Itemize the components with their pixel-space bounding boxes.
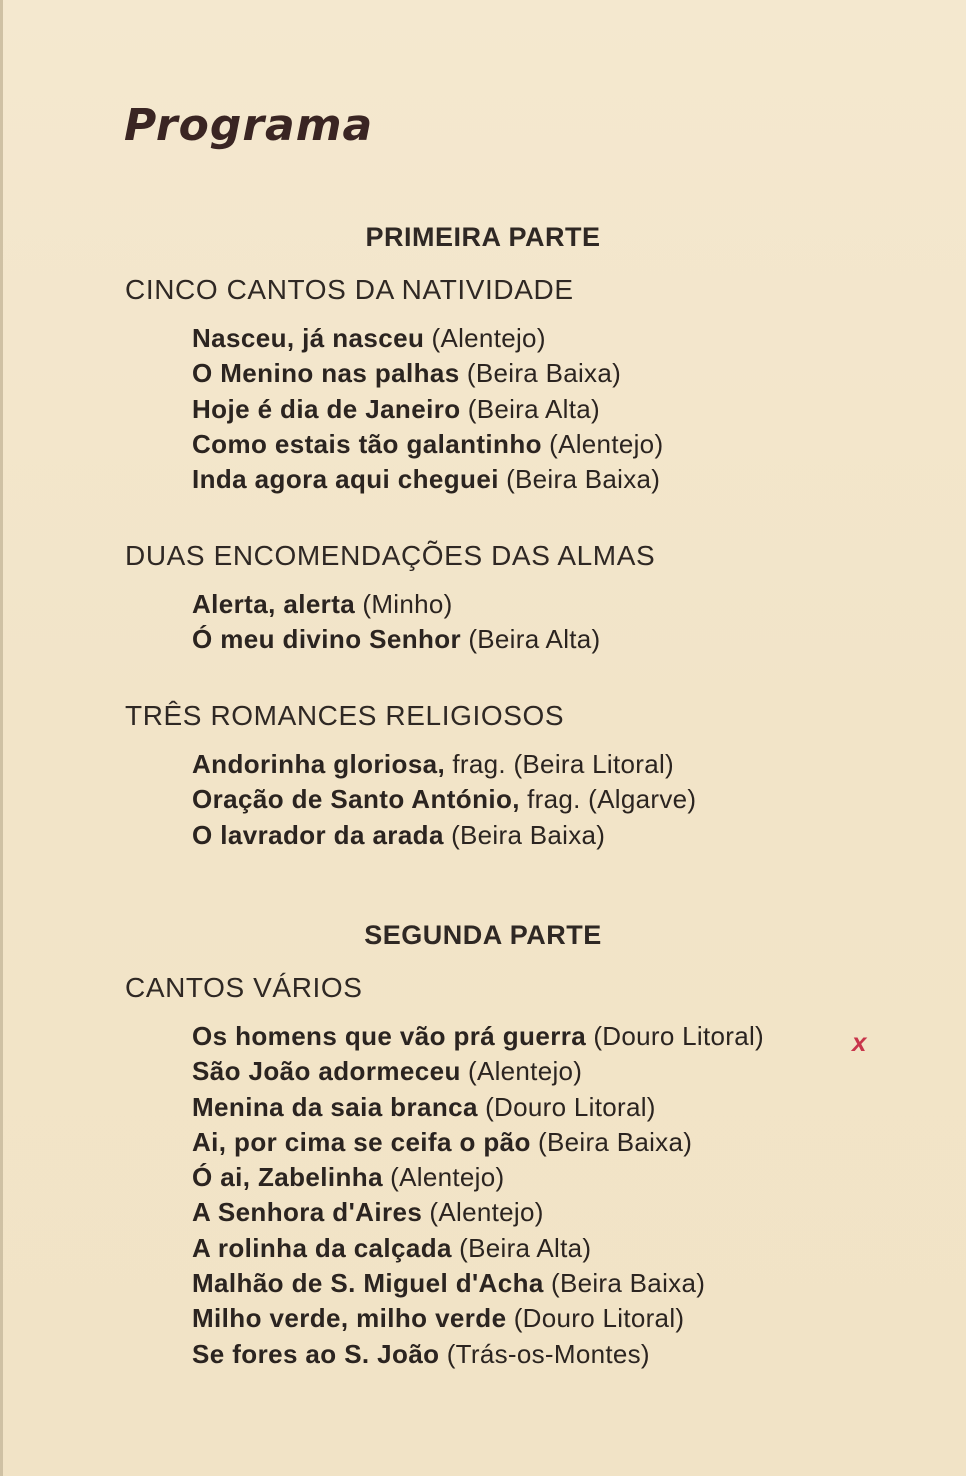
song-title: A Senhora d'Aires: [192, 1197, 423, 1228]
song-title: Menina da saia branca: [192, 1091, 478, 1122]
song-region: (Douro Litoral): [593, 1021, 764, 1051]
song-region: (Beira Alta): [468, 624, 601, 655]
song-region: (Alentejo): [467, 1056, 583, 1087]
song-title: Ó ai, Zabelinha: [192, 1162, 383, 1193]
song-title: Hoje é dia de Janeiro: [192, 393, 461, 424]
song-region: (Alentejo): [390, 1162, 505, 1193]
song-region: (Beira Alta): [459, 1232, 592, 1263]
song-title: Ai, por cima se ceifa o pão: [192, 1126, 531, 1157]
song-region: (Douro Litoral): [485, 1091, 656, 1122]
section-heading-natividade: CINCO CANTOS DA NATIVIDADE: [125, 274, 574, 305]
song-title: Alerta, alerta: [192, 589, 356, 619]
song-region: (Alentejo): [549, 428, 664, 459]
part-two-heading: SEGUNDA PARTE: [364, 920, 602, 950]
song-region: (Beira Alta): [467, 393, 600, 424]
song-region: (Douro Litoral): [513, 1303, 685, 1334]
song-title: Oração de Santo António,: [192, 784, 520, 815]
part-one-heading: PRIMEIRA PARTE: [365, 222, 601, 252]
song-title: Se fores ao S. João: [192, 1338, 440, 1369]
song-title: Andorinha gloriosa,: [192, 749, 446, 779]
song-title: Nasceu, já nasceu: [192, 323, 425, 353]
section-heading-encomendacoes: DUAS ENCOMENDAÇÕES DAS ALMAS: [125, 540, 656, 571]
song-region: (Beira Baixa): [506, 464, 661, 495]
song-region: (Beira Baixa): [538, 1126, 693, 1157]
song-title: Milho verde, milho verde: [192, 1303, 507, 1334]
song-region: (Alentejo): [429, 1197, 544, 1228]
song-title: Como estais tão galantinho: [192, 428, 542, 459]
song-region: frag. (Beira Litoral): [452, 749, 675, 779]
song-title: O lavrador da arada: [192, 819, 444, 850]
section-heading-cantos-varios: CANTOS VÁRIOS: [125, 972, 363, 1003]
song-region: (Minho): [362, 589, 453, 619]
song-region: (Beira Baixa): [451, 819, 606, 850]
song-title: A rolinha da calçada: [192, 1232, 452, 1263]
song-title: O Menino nas palhas: [192, 358, 460, 389]
handwritten-x-mark: x: [852, 1027, 867, 1057]
section-heading-romances: TRÊS ROMANCES RELIGIOSOS: [125, 700, 565, 731]
song-region: (Beira Baixa): [466, 358, 622, 389]
song-title: Ó meu divino Senhor: [192, 624, 462, 655]
song-title: Os homens que vão prá guerra: [192, 1021, 587, 1051]
page-title: Programa: [124, 100, 374, 151]
song-region: (Trás-os-Montes): [446, 1338, 650, 1369]
song-title: Malhão de S. Miguel d'Acha: [192, 1268, 544, 1299]
song-region: (Beira Baixa): [550, 1268, 706, 1299]
song-title: Inda agora aqui cheguei: [192, 464, 499, 495]
song-title: São João adormeceu: [192, 1056, 461, 1087]
song-region: frag. (Algarve): [527, 784, 697, 815]
song-region: (Alentejo): [431, 323, 546, 353]
